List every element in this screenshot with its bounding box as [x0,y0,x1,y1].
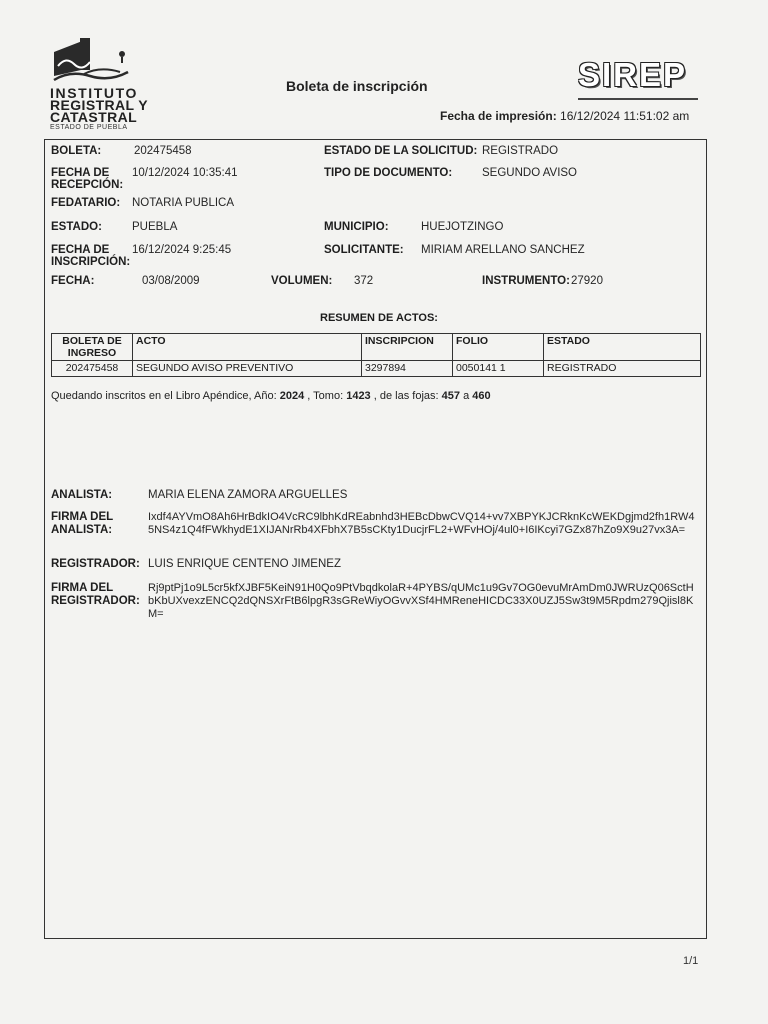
content-frame [44,139,707,939]
book-year: 2024 [279,390,305,402]
inscription-date-label-2: INSCRIPCIÓN: [51,256,131,268]
print-date-label: Fecha de impresión: [440,109,557,123]
date-value: 03/08/2009 [142,275,200,287]
volume-label: VOLUMEN: [271,275,333,287]
analyst-signature-label-1: FIRMA DEL [51,511,114,523]
state-label: ESTADO: [51,221,102,233]
institute-state: ESTADO DE PUEBLA [50,124,128,131]
appendix-book-line [51,390,491,402]
request-status-label: ESTADO DE LA SOLICITUD: [324,145,478,157]
instrument-value: 27920 [571,275,603,287]
reception-date-value: 10/12/2024 10:35:41 [132,167,238,179]
municipality-value: HUEJOTZINGO [421,221,504,233]
volume-value: 372 [354,275,374,287]
applicant-value: MIRIAM ARELLANO SANCHEZ [421,244,585,256]
boleta-label: BOLETA: [51,145,102,157]
book-text-1: Quedando inscritos en el Libro Apéndice, Año: [51,390,277,402]
sirep-logo: SIREP [578,56,688,93]
inscription-date-value: 16/12/2024 9:25:45 [132,244,232,256]
col-header-acto: ACTO [133,334,362,361]
book-foja-from: 457 [441,390,460,402]
institute-name-line1: INSTITUTO [50,85,139,101]
registrar-signature-value: Rj9ptPj1o9L5cr5kfXJBF5KeiN91H0Qo9PtVbqdkolaR+4PYBS/qUMc1u9Gv7OG0evuMrAmDm0JWRUzQ06SctHbKbUXvexzENCQ2dQNSXrFtB6lpgR3sGReWiyOGvvXSf4HMReneHICDC33X0UZJ5Sw3t9M5Rpdm279Qjisl8KM= [148,582,694,620]
state-value: PUEBLA [132,221,178,233]
book-foja-to: 460 [472,390,491,402]
book-text-4: a [463,390,470,402]
registrar-signature-label-1: FIRMA DEL [51,582,114,594]
institute-name-line3: CATASTRAL [50,109,138,125]
col-header-estado: ESTADO [544,334,701,361]
book-text-3: , de las fojas: [373,390,439,402]
table-row [52,361,701,377]
acts-header-row [52,334,701,361]
registrar-label: REGISTRADOR: [51,558,140,570]
institute-logo [48,34,178,134]
document-type-value: SEGUNDO AVISO [482,167,578,179]
boleta-value: 202475458 [134,145,192,157]
date-label: FECHA: [51,275,95,287]
analyst-signature-value: Ixdf4AYVmO8Ah6HrBdkIO4VcRC9lbhKdREabnhd3HEBcDbwCVQ14+vv7XBPYKJCRknKcWEKDgjmd2fh1RW45NS4z1Q4fFWkhydE1XIJANrRb4XFbhX7B5sCKty1DucjrFL2+WFvHOj/4ul0+I6IKcyi7GZx87hZo9X9u27vx3A= [148,511,695,536]
inscription-date-label-1: FECHA DE [51,244,110,256]
analyst-signature-label-2: ANALISTA: [51,524,113,536]
print-date-value: 16/12/2024 11:51:02 am [560,109,690,123]
document-title: Boleta de inscripción [286,78,428,94]
book-text-2: , Tomo: [307,390,344,402]
cell-folio: 0050141 1 [453,361,544,377]
col-header-boleta: BOLETA DE INGRESO [52,334,133,361]
municipality-label: MUNICIPIO: [324,221,389,233]
sirep-underline [578,98,698,100]
analyst-label: ANALISTA: [51,489,113,501]
notary-label: FEDATARIO: [51,197,121,209]
acts-summary-title: RESUMEN DE ACTOS: [320,312,438,324]
registrar-signature-label-2: REGISTRADOR: [51,595,140,607]
document-type-label: TIPO DE DOCUMENTO: [324,167,453,179]
reception-date-label-2: RECEPCIÓN: [51,179,124,191]
col-header-inscripcion: INSCRIPCION [362,334,453,361]
analyst-value: MARIA ELENA ZAMORA ARGUELLES [148,489,348,501]
book-tomo: 1423 [346,390,371,402]
cell-inscripcion: 3297894 [362,361,453,377]
cell-boleta: 202475458 [52,361,133,377]
cell-estado: REGISTRADO [544,361,701,377]
request-status-value: REGISTRADO [482,145,559,157]
col-header-folio: FOLIO [453,334,544,361]
institute-name-line2: REGISTRAL Y [50,97,149,113]
page-number: 1/1 [683,955,699,967]
cell-acto: SEGUNDO AVISO PREVENTIVO [133,361,362,377]
registrar-value: LUIS ENRIQUE CENTENO JIMENEZ [148,558,341,570]
acts-table [51,333,701,377]
applicant-label: SOLICITANTE: [324,244,404,256]
notary-value: NOTARIA PUBLICA [132,197,235,209]
institute-emblem-icon [50,34,130,84]
print-date [440,109,689,123]
instrument-label: INSTRUMENTO: [482,275,570,287]
reception-date-label-1: FECHA DE [51,167,110,179]
